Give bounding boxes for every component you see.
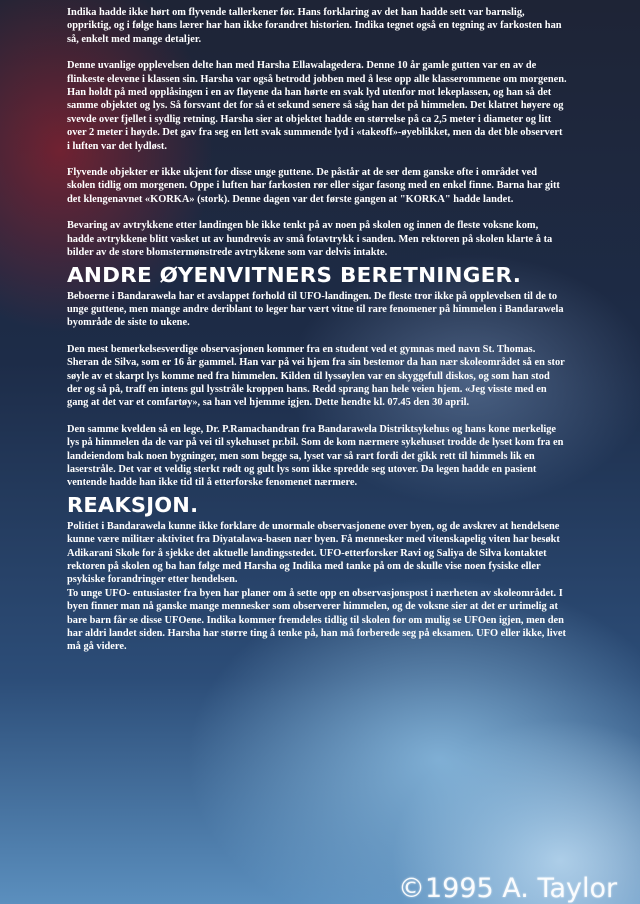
article-body: [67, 6, 567, 667]
paragraph-reaction-1: Politiet i Bandarawela kunne ikke forklare de unormale observasjonene over byen, og de avskrev at hendelsene kunne være militær aktivitet fra Diyatalawa-basen nær byen. Få mennesker med vitenskapelig viten har besøkt Adikarani Skole for å sjekke det aktuelle landingsstedet. UFO-etterforsker Ravi og Saliya de Silva kontaktet rektoren på skolen og ba han følge med Harsha og Indika med tanke på om de skulle vise noen fysiske eller psykiske forandringer etter hendelsen.: [67, 520, 560, 586]
paragraph-witnesses-2: Den mest bemerkelsesverdige observasjonen kommer fra en student ved et gymnas med navn St. Thomas. Sheran de Silva, som er 16 år gammel. Han var på vei hjem fra sin bestemor da han nær skoleområdet så en stor søyle av et skarpt lys komme ned fra himmelen. Kilden til lyssøylen var en skyggefull diskos, og som han stod der og så på, traff en intens gul lysstråle kroppen hans. Redd sprang han hele veien hjem. «Jeg visste med en gang at det var et comfartøy», sa han vel hjemme igjen. Dette hendte kl. 07.45 den 30 april.: [67, 343, 565, 409]
heading-reaction: REAKSJON.: [67, 492, 199, 517]
copyright-credit: ©1995 A. Taylor: [398, 873, 618, 904]
heading-other-witnesses: ANDRE ØYENVITNERS BERETNINGER.: [67, 262, 522, 287]
paragraph-intro-4: Bevaring av avtrykkene etter landingen ble ikke tenkt på av noen på skolen og innen de fleste voksne kom, hadde avtrykkene blitt vasket ut av hundrevis av små fotavtrykk i sanden. Men rektoren på skolen klarte å ta bilder av de store blomstermønstrede avtrykkene som var delvis intakte.: [67, 220, 553, 259]
paragraph-intro-3: Flyvende objekter er ikke ukjent for disse unge guttene. De påstår at de ser dem ganske ofte i området ved skolen tidlig om morgenen. Oppe i luften har farkosten rør eller sigar fasong med en enkel finne. Barna har gitt det klengenavnet «KORKA» (stork). Denne dagen var det første gangen at "KORKA" hadde landet.: [67, 167, 560, 205]
paragraph-reaction-2: To unge UFO- entusiaster fra byen har planer om å sette opp en observasjonspost i nærheten av skoleområdet. I byen finner man nå ganske mange mennesker som observerer himmelen, og de voksne sier at det er urimelig at bare barn får se disse UFOene. Indika kommer fremdeles tidlig til skolen for om mulig se UFOen igjen, men den har aldri landet siden. Harsha har større ting å tenke på, han må forberede seg på eksamen. UFO eller ikke, livet må gå videre.: [67, 587, 566, 653]
paragraph-witnesses-1: Beboerne i Bandarawela har et avslappet forhold til UFO-landingen. De fleste tror ikke på opplevelsen til de to unge guttene, men mange andre deriblant to leger har vært vitne til rare fenomener på himmelen i Bandarawela byområde de siste to ukene.: [67, 290, 564, 329]
paragraph-intro-1: Indika hadde ikke hørt om flyvende tallerkener før. Hans forklaring av det han hadde sett var barnslig, oppriktig, og i følge hans lærer har han ikke forandret historien. Indika tegnet også en tegning av farkosten han så, enkelt med mange detaljer.: [67, 7, 562, 45]
paragraph-witnesses-3: Den samme kvelden så en lege, Dr. P.Ramachandran fra Bandarawela Distriktsykehus og hans kone merkelige lys på himmelen da de var på vei til sykehuset pr.bil. Som de kom nærmere sykehuset trodde de lyset kom fra en landeiendom bak noen bygninger, men som begge sa, lyset var så rart fordi det gikk rett til himmels lik en laserstråle. Det var et veldig sterkt rødt og gult lys som ikke spredde seg utover. Da legen hadde en pasient ventende hadde han ikke tid til å etterforske fenomenet nærmere.: [67, 423, 564, 489]
paragraph-intro-2: Denne uvanlige opplevelsen delte han med Harsha Ellawalagedera. Denne 10 år gamle gutten var en av de flinkeste elevene i klassen sin. Harsha var også betrodd jobben med å lese opp alle klasserommene om morgenen. Han holdt på med opplåsingen i en av fløyene da han hørte en svak lyd utenfor mot lekeplassen, og han så det samme objektet og lys. Så forsvant det for så et sekund senere så såg han det på himmelen. Det klatret høyere og svevde over fjellet i sydlig retning. Harsha sier at objektet hadde en størrelse på ca 2,5 meter i diameter og litt over 2 meter i høyde. Det gav fra seg en lett svak summende lyd i «takeoff»-øyeblikket, men da det ble observert i luften var det lydløst.: [67, 60, 567, 152]
